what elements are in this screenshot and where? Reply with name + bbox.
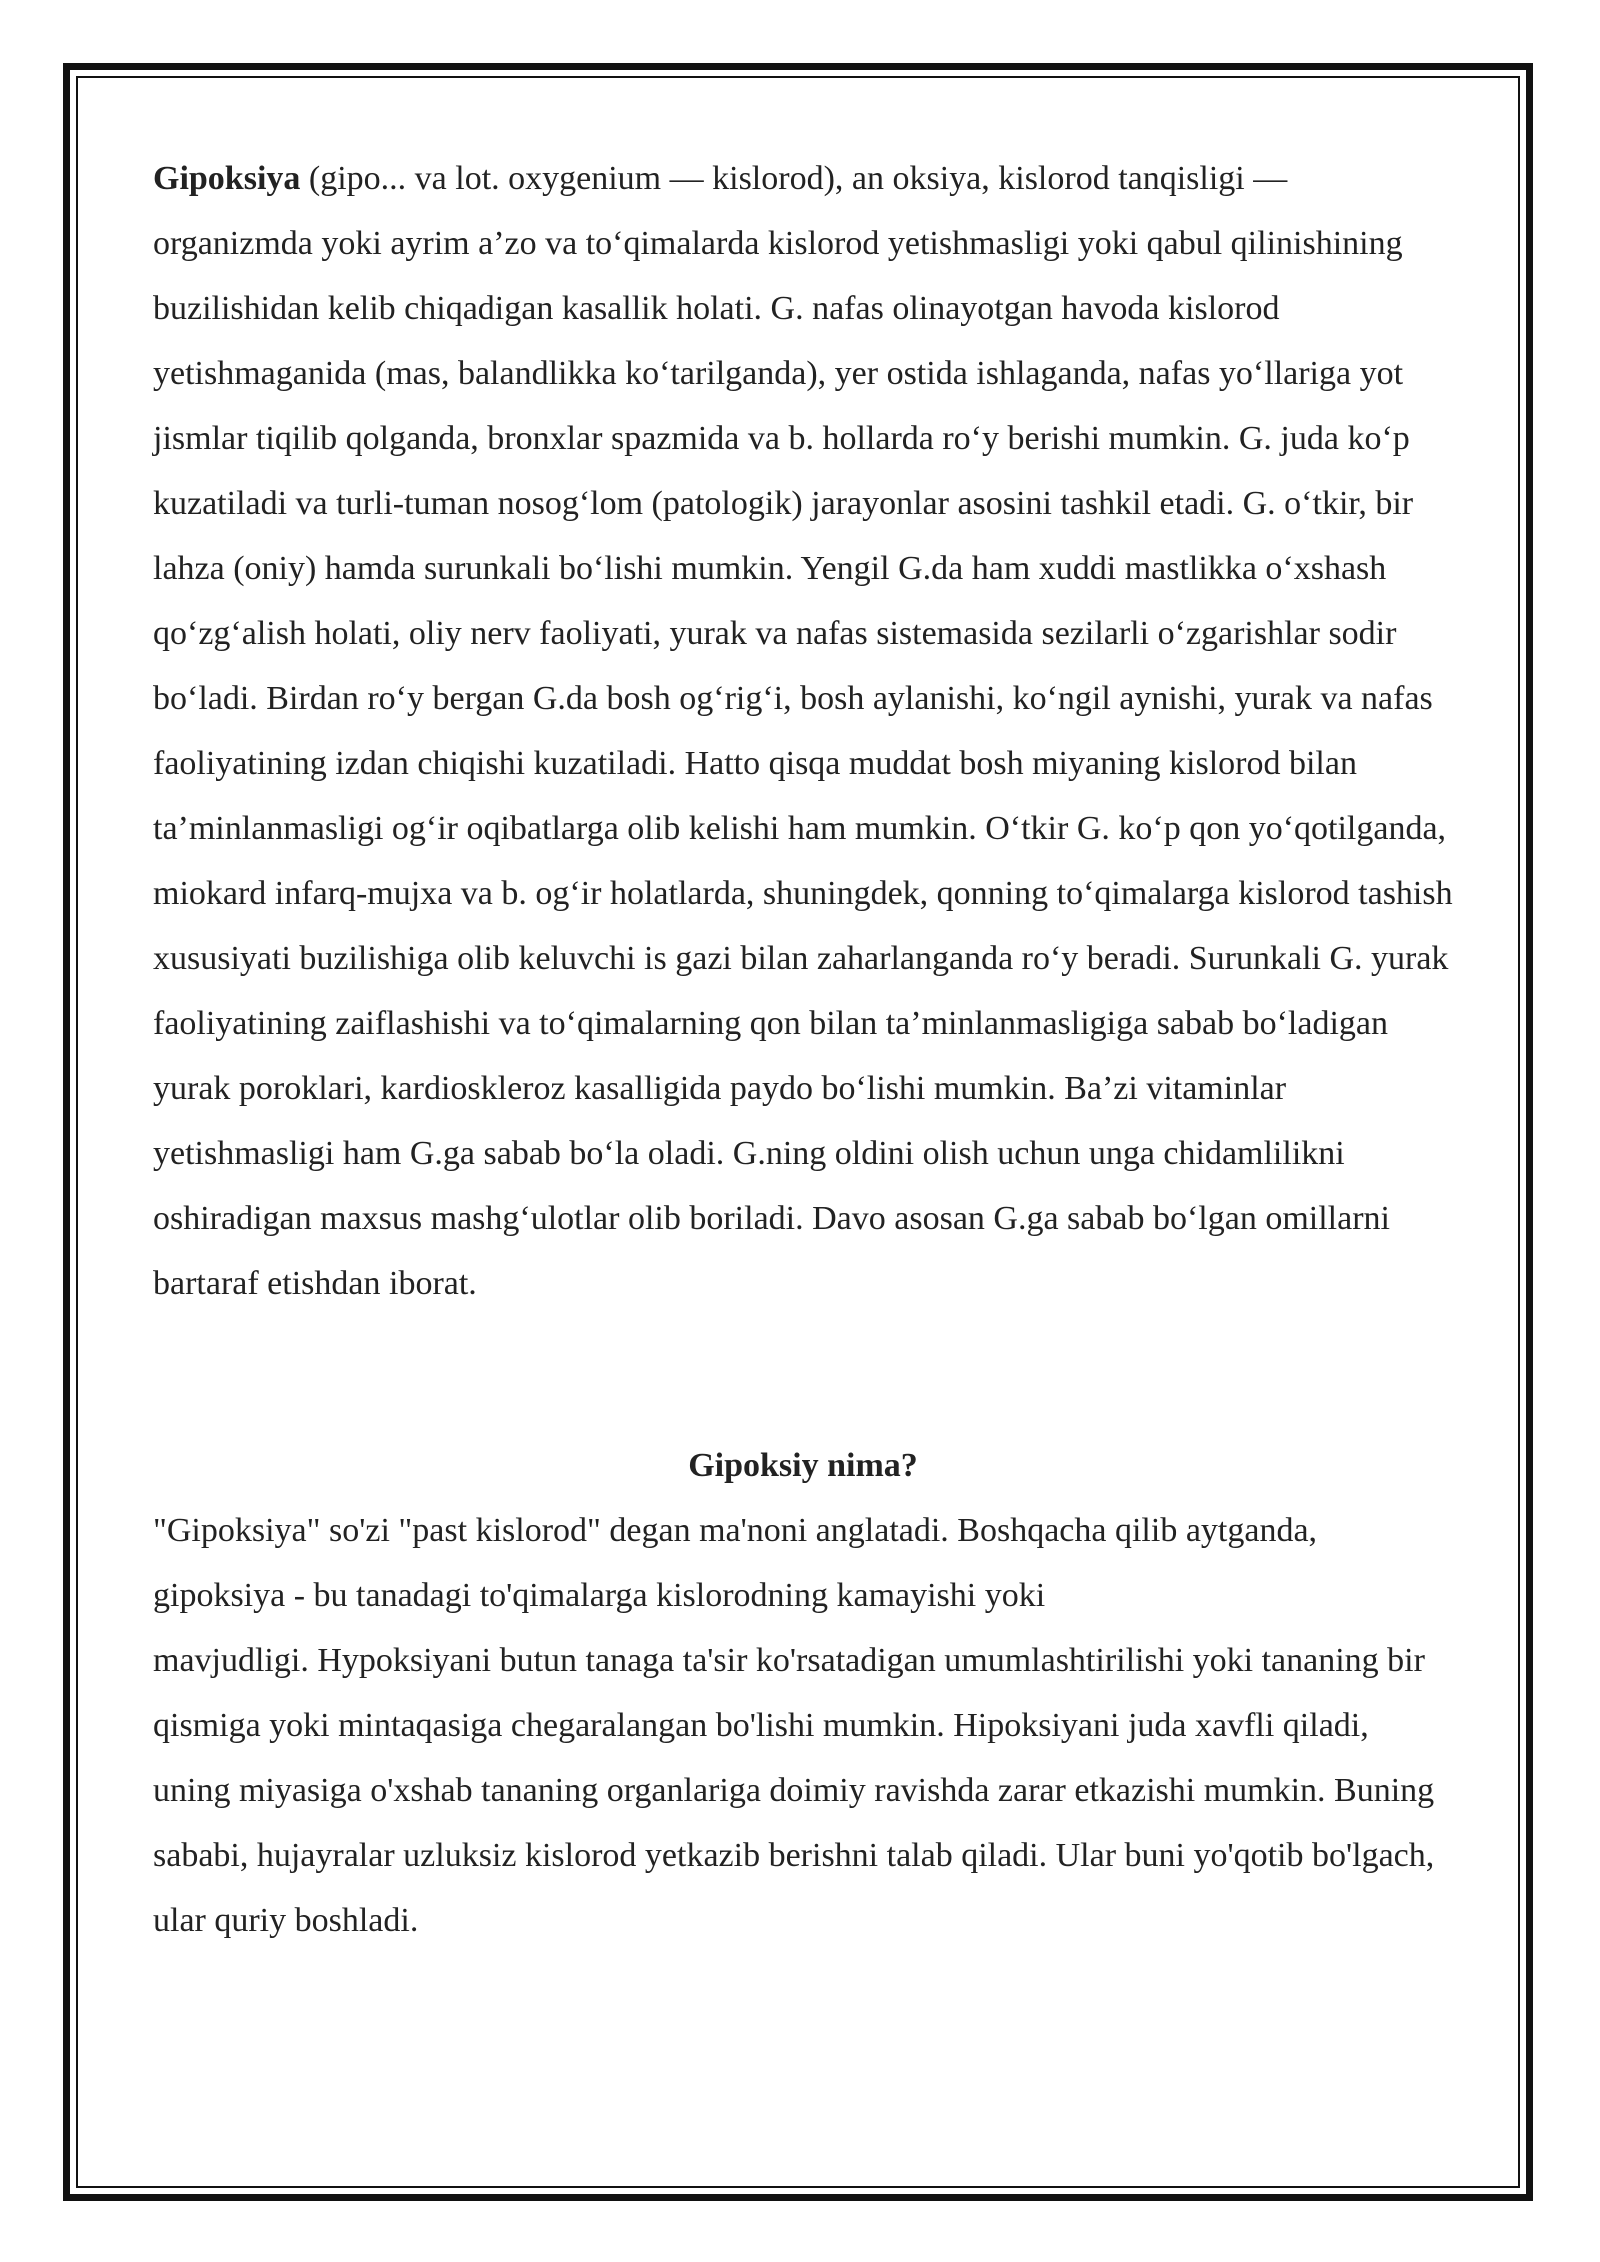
section-paragraph-start: "Gipoksiya" so'zi "past kislorod" degan ma'noni anglatadi. Boshqacha qilib aytganda, gipoksiya - bu tanadagi to'qimalarga kislorodning kamayishi yoki	[153, 1512, 1318, 1614]
article-paragraph	[153, 146, 1453, 1316]
section-paragraph-rest: mavjudligi. Hypoksiyani butun tanaga ta'sir ko'rsatadigan umumlashtirilishi yoki tananing bir qismiga yoki mintaqasiga chegaralangan bo'lishi mumkin. Hipoksiyani juda xavfli qiladi, uning miyasiga o'xshab tananing organlariga doimiy ravishda zarar etkazishi mumkin. Buning sababi, hujayralar uzluksiz kislorod yetkazib berishni talab qiladi. Ular buni yo'qotib bo'lgach, ular quriy boshladi.	[153, 1642, 1435, 1939]
section-heading: Gipoksiy nima?	[688, 1447, 918, 1484]
article-paragraph-text: (gipo... va lot. oxygenium — kislorod), an oksiya, kislorod tanqisligi — organizmda yoki ayrim a’zo va to‘qimalarda kislorod yetishmasligi yoki qabul qilinishining buzilishidan kelib chiqadigan kasallik holati. G. nafas olinayotgan havoda kislorod yetishmaganida (mas, balandlikka ko‘tarilganda), yer ostida ishlaganda, nafas yo‘llariga yot jismlar tiqilib qolganda, bronxlar spazmida va b. hollarda ro‘y berishi mumkin. G. juda ko‘p kuzatiladi va turli-tuman nosog‘lom (patologik) jarayonlar asosini tashkil etadi. G. o‘tkir, bir lahza (oniy) hamda surunkali bo‘lishi mumkin. Yengil G.da ham xuddi mastlikka o‘xshash qo‘zg‘alish holati, oliy nerv faoliyati, yurak va nafas sistemasida sezilarli o‘zgarishlar sodir bo‘ladi. Birdan ro‘y bergan G.da bosh og‘rig‘i, bosh aylanishi, ko‘ngil aynishi, yurak va nafas faoliyatining izdan chiqishi kuzatiladi. Hatto qisqa muddat bosh miyaning kislorod bilan ta’minlanmasligi og‘ir oqibatlarga olib kelishi ham mumkin. O‘tkir G. ko‘p qon yo‘qotilganda, miokard infarq-mujxa va b. og‘ir holatlarda, shuningdek, qonning to‘qimalarga kislorod tashish xususiyati buzilishiga olib keluvchi is gazi bilan zaharlanganda ro‘y beradi. Surunkali G. yurak faoliyatining zaiflashishi va to‘qimalarning qon bilan ta’minlanmasligiga sabab bo‘ladigan yurak poroklari, kardioskleroz kasalligida paydo bo‘lishi mumkin. Ba’zi vitaminlar yetishmasligi ham G.ga sabab bo‘la oladi. G.ning oldini olish uchun unga chidamlilikni oshiradigan maxsus mashg‘ulotlar olib boriladi. Davo asosan G.ga sabab bo‘lgan omillarni bartaraf etishdan iborat.	[153, 160, 1453, 1302]
section-paragraph	[153, 1498, 1453, 1953]
document-body	[153, 146, 1453, 1953]
lead-term: Gipoksiya	[153, 160, 301, 197]
